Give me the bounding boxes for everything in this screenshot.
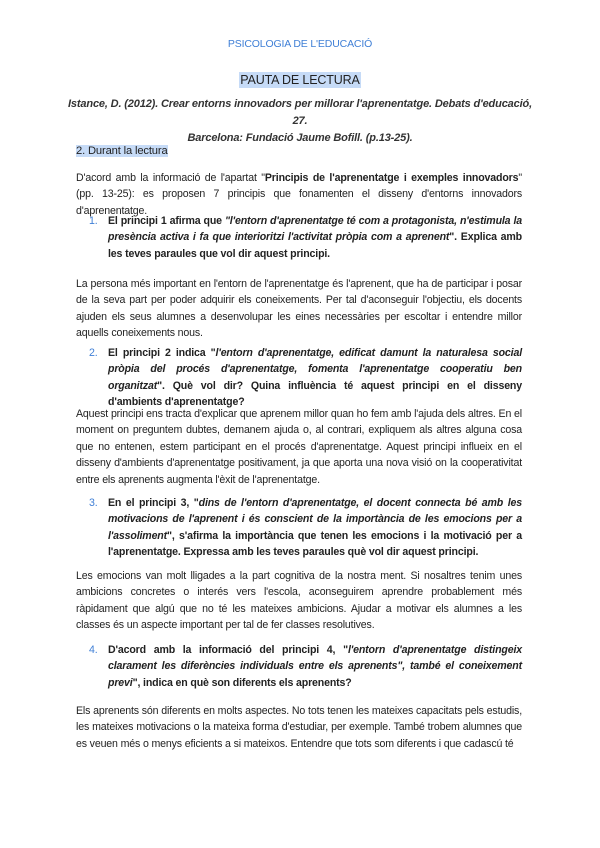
question-2: 2. El principi 2 indica "l'entorn d'aprenentatge, edificat damunt la naturalesa social pròpia del procés d'aprenentatge, fomenta l'aprenentatge cooperatiu ben organitzat". Què vol dir? Quina influència té aquest principi en el disseny d'ambients d'aprenentatge? — [89, 347, 522, 409]
list-number: 1. — [89, 215, 98, 227]
answer-3: Les emocions van molt lligades a la part cognitiva de la nostra ment. Si nosaltres tenim unes ambicions concretes o interés vers l'escola, aconseguirem aprendre probablement més ràpidament que algú que no té les mateixes ambicions. Ajudar a motivar els alumnes a les classes és un aspecte important per tal de fer classes resolutives. — [76, 570, 522, 632]
title-text: PAUTA DE LECTURA — [240, 73, 360, 87]
list-number: 3. — [89, 497, 98, 509]
citation-line-1: Istance, D. (2012). Crear entorns innovadors per millorar l'aprenentatge. Debats d'educació, 27. — [68, 98, 532, 127]
question-1: 1. El principi 1 afirma que "l'entorn d'aprenentatge té com a protagonista, n'estimula la presència activa i fa que interioritzi l'activitat pròpia com a aprenent". Explica amb les teves paraules que vol dir aquest principi. — [89, 215, 523, 260]
answer-4: Els aprenents són diferents en molts aspectes. No tots tenen les mateixes capacitats pels estudis, les mateixes motivacions o la mateixa forma d'estudiar, per exemple. També trobem alumnes que es veuen més o menys eficients a si mateixos. Entendre que tots som diferents i que cadascú té — [76, 705, 522, 750]
intro-paragraph: D'acord amb la informació de l'apartat "Principis de l'aprenentatge i exemples innovadors" (pp. 13-25): es proposen 7 principis que fonamenten el disseny d'entorns innovadors d'aprenentatge. — [76, 172, 522, 217]
citation-line-2: Barcelona: Fundació Jaume Bofill. (p.13-25). — [187, 132, 413, 144]
question-3: 3. En el principi 3, "dins de l'entorn d'aprenentatge, el docent connecta bé amb les motivacions de l'aprenent i és conscient de la importància de les emocions per a l'assoliment", s'afirma la importància que tenen les emocions i la motivació per a l'aprenentatge. Expressa amb les teves paraules què vol dir aquest principi. — [89, 497, 522, 559]
answer-1: La persona més important en l'entorn de l'aprenentatge és l'aprenent, que ha de participar i posar de la seva part per poder adquirir els coneixements. Per tal d'aconseguir l'objectiu, els docents ajuden els seus alumnes a desenvolupar les eines necessàries per escoltar i entendre millor aquells coneixements nous. — [76, 278, 522, 340]
document-title — [0, 72, 600, 88]
list-number: 4. — [89, 644, 98, 656]
page-header: PSICOLOGIA DE L'EDUCACIÓ — [227, 38, 373, 50]
answer-2: Aquest principi ens tracta d'explicar que aprenem millor quan ho fem amb l'ajuda dels altres. En el moment on preguntem dubtes, demanem ajuda o, al contrari, expliquem als altres alguna cosa que no entenen, estem participant en el procés d'aprenentatge. Aquest principi influeix en el disseny d'ambients d'aprenentatge positivament, ja que aporta una nova visió on la cooperativitat entre els aprenents augmenta l'èxit de l'aprenentatge. — [76, 408, 522, 486]
section-heading: 2. Durant la lectura — [76, 145, 168, 157]
question-4: 4. D'acord amb la informació del principi 4, "l'entorn d'aprenentatge distingeix clarament les diferències individuals entre els aprenents", també el coneixement previ", indica en què son diferents els aprenents? — [89, 644, 522, 689]
list-number: 2. — [89, 347, 98, 359]
citation — [60, 96, 540, 147]
